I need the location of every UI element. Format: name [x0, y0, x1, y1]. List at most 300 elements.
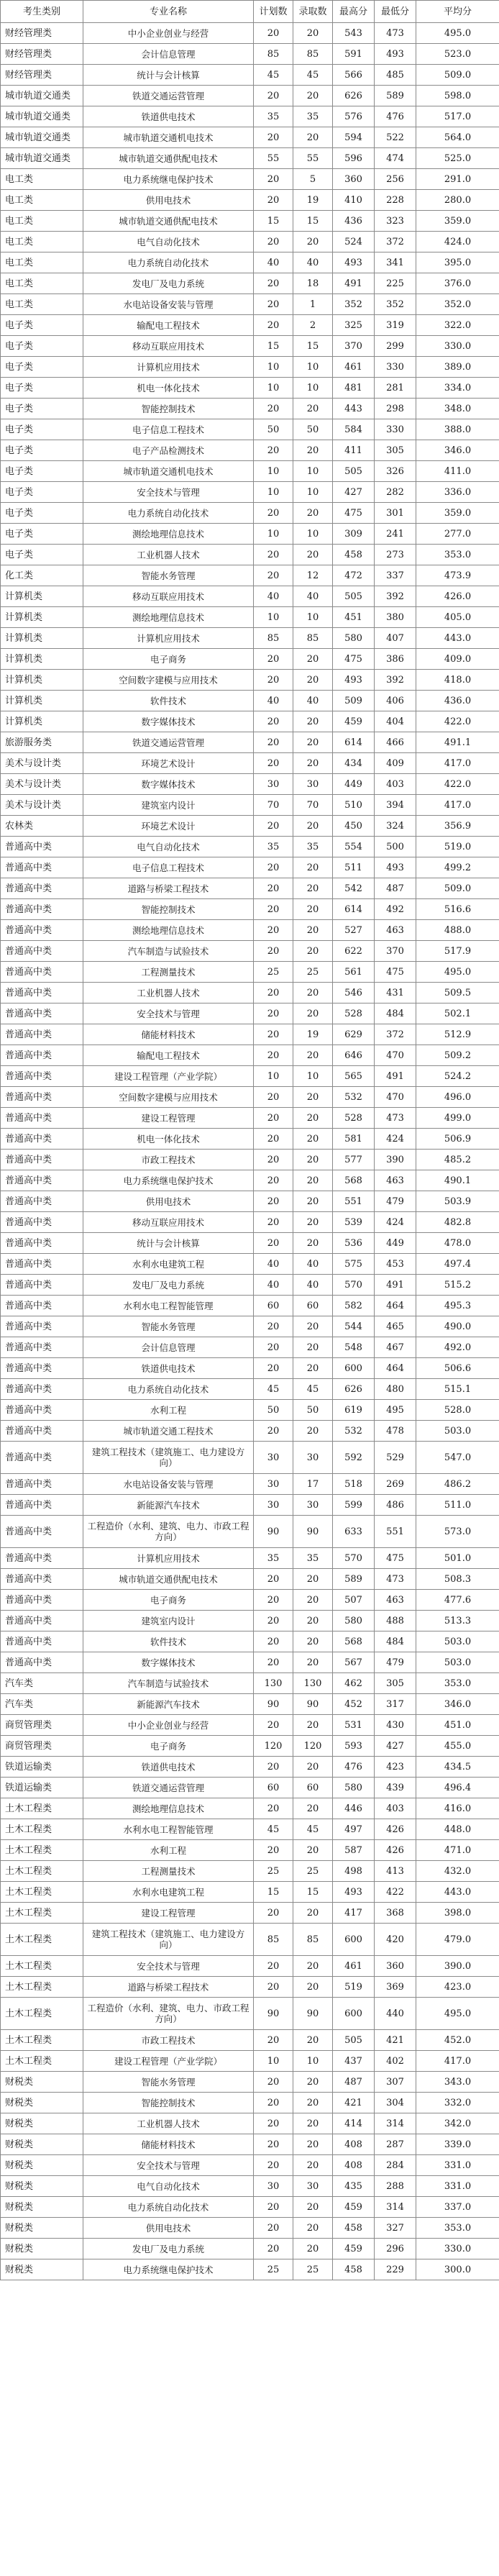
- cell-plan: 25: [254, 2259, 293, 2280]
- table-row: [1, 837, 499, 857]
- cell-major: 电子商务: [83, 649, 254, 670]
- cell-max-score: 309: [333, 524, 375, 545]
- cell-category: 普通高中类: [1, 1087, 83, 1108]
- cell-plan: 45: [254, 1379, 293, 1400]
- cell-category: 城市轨道交通类: [1, 86, 83, 106]
- table-row: [1, 2259, 499, 2280]
- cell-major: 测绘地理信息技术: [83, 607, 254, 628]
- cell-plan: 40: [254, 1254, 293, 1275]
- cell-avg-score: 501.0: [416, 1548, 499, 1569]
- cell-major: 统计与会计核算: [83, 65, 254, 86]
- cell-plan: 20: [254, 190, 293, 211]
- cell-category: 计算机类: [1, 711, 83, 732]
- cell-major: 会计信息管理: [83, 44, 254, 65]
- cell-min-score: 324: [375, 816, 416, 837]
- cell-min-score: 476: [375, 106, 416, 127]
- cell-major: 电子商务: [83, 1736, 254, 1757]
- cell-admitted: 20: [293, 1631, 333, 1652]
- cell-admitted: 10: [293, 482, 333, 503]
- cell-max-score: 600: [333, 1998, 375, 2030]
- cell-max-score: 600: [333, 1924, 375, 1956]
- cell-avg-score: 503.0: [416, 1652, 499, 1673]
- cell-min-score: 484: [375, 1003, 416, 1024]
- cell-admitted: 20: [293, 1045, 333, 1066]
- cell-major: 电力系统自动化技术: [83, 2197, 254, 2218]
- table-row: [1, 419, 499, 440]
- cell-avg-score: 395.0: [416, 252, 499, 273]
- cell-min-score: 453: [375, 1254, 416, 1275]
- cell-min-score: 466: [375, 732, 416, 753]
- table-row: [1, 732, 499, 753]
- cell-max-score: 577: [333, 1150, 375, 1170]
- table-row: [1, 649, 499, 670]
- cell-max-score: 360: [333, 169, 375, 190]
- cell-max-score: 622: [333, 941, 375, 962]
- cell-max-score: 614: [333, 732, 375, 753]
- cell-plan: 20: [254, 440, 293, 461]
- table-row: [1, 878, 499, 899]
- table-row: [1, 753, 499, 774]
- cell-max-score: 587: [333, 1840, 375, 1861]
- cell-admitted: 20: [293, 2072, 333, 2093]
- cell-plan: 15: [254, 211, 293, 232]
- cell-category: 美术与设计类: [1, 774, 83, 795]
- cell-major: 移动互联应用技术: [83, 586, 254, 607]
- cell-category: 普通高中类: [1, 1212, 83, 1233]
- table-row: [1, 1495, 499, 1516]
- cell-avg-score: 434.5: [416, 1757, 499, 1778]
- cell-plan: 35: [254, 106, 293, 127]
- cell-min-score: 491: [375, 1066, 416, 1087]
- cell-admitted: 20: [293, 1129, 333, 1150]
- table-row: [1, 1275, 499, 1296]
- cell-plan: 10: [254, 357, 293, 378]
- cell-min-score: 370: [375, 941, 416, 962]
- cell-avg-score: 443.0: [416, 628, 499, 649]
- cell-major: 电力系统继电保护技术: [83, 1170, 254, 1191]
- cell-min-score: 485: [375, 65, 416, 86]
- cell-avg-score: 331.0: [416, 2176, 499, 2197]
- cell-plan: 20: [254, 232, 293, 252]
- cell-max-score: 435: [333, 2176, 375, 2197]
- cell-avg-score: 359.0: [416, 211, 499, 232]
- table-row: [1, 1977, 499, 1998]
- cell-plan: 40: [254, 1275, 293, 1296]
- cell-major: 储能材料技术: [83, 1024, 254, 1045]
- cell-min-score: 463: [375, 1590, 416, 1611]
- table-row: [1, 1778, 499, 1798]
- cell-admitted: 40: [293, 691, 333, 711]
- cell-avg-score: 477.6: [416, 1590, 499, 1611]
- cell-category: 电子类: [1, 461, 83, 482]
- cell-major: 智能水务管理: [83, 1316, 254, 1337]
- cell-major: 水电站设备安装与管理: [83, 1474, 254, 1495]
- cell-admitted: 25: [293, 1861, 333, 1882]
- cell-admitted: 19: [293, 1024, 333, 1045]
- cell-admitted: 20: [293, 2239, 333, 2259]
- cell-max-score: 493: [333, 1882, 375, 1903]
- cell-min-score: 420: [375, 1924, 416, 1956]
- cell-admitted: 12: [293, 565, 333, 586]
- cell-avg-score: 451.0: [416, 1715, 499, 1736]
- cell-category: 土木工程类: [1, 1798, 83, 1819]
- cell-min-score: 241: [375, 524, 416, 545]
- cell-max-score: 548: [333, 1337, 375, 1358]
- cell-admitted: 10: [293, 378, 333, 399]
- table-row: [1, 378, 499, 399]
- cell-avg-score: 339.0: [416, 2134, 499, 2155]
- cell-plan: 20: [254, 1003, 293, 1024]
- cell-max-score: 519: [333, 1977, 375, 1998]
- cell-admitted: 45: [293, 65, 333, 86]
- cell-admitted: 20: [293, 816, 333, 837]
- cell-max-score: 497: [333, 1819, 375, 1840]
- cell-max-score: 434: [333, 753, 375, 774]
- cell-category: 普通高中类: [1, 1611, 83, 1631]
- cell-category: 财税类: [1, 2113, 83, 2134]
- cell-admitted: 35: [293, 106, 333, 127]
- cell-avg-score: 488.0: [416, 920, 499, 941]
- cell-category: 汽车类: [1, 1673, 83, 1694]
- cell-category: 电子类: [1, 524, 83, 545]
- cell-avg-score: 322.0: [416, 315, 499, 336]
- table-row: [1, 691, 499, 711]
- cell-min-score: 493: [375, 857, 416, 878]
- cell-avg-score: 502.1: [416, 1003, 499, 1024]
- cell-category: 土木工程类: [1, 1956, 83, 1977]
- cell-category: 电子类: [1, 440, 83, 461]
- cell-min-score: 470: [375, 1087, 416, 1108]
- table-body: [1, 23, 499, 2280]
- table-row: [1, 1882, 499, 1903]
- cell-max-score: 536: [333, 1233, 375, 1254]
- cell-category: 电工类: [1, 190, 83, 211]
- cell-major: 新能源汽车技术: [83, 1694, 254, 1715]
- cell-avg-score: 508.3: [416, 1569, 499, 1590]
- cell-category: 普通高中类: [1, 1516, 83, 1548]
- cell-category: 普通高中类: [1, 1003, 83, 1024]
- cell-avg-score: 417.0: [416, 795, 499, 816]
- cell-plan: 90: [254, 1694, 293, 1715]
- cell-major: 移动互联应用技术: [83, 1212, 254, 1233]
- cell-category: 电工类: [1, 232, 83, 252]
- cell-category: 普通高中类: [1, 920, 83, 941]
- cell-max-score: 570: [333, 1548, 375, 1569]
- cell-avg-score: 417.0: [416, 2051, 499, 2072]
- cell-plan: 20: [254, 1631, 293, 1652]
- cell-plan: 60: [254, 1778, 293, 1798]
- table-row: [1, 1254, 499, 1275]
- cell-plan: 20: [254, 1798, 293, 1819]
- cell-min-score: 330: [375, 357, 416, 378]
- cell-major: 发电厂及电力系统: [83, 273, 254, 294]
- cell-major: 电气自动化技术: [83, 232, 254, 252]
- cell-avg-score: 473.9: [416, 565, 499, 586]
- cell-admitted: 30: [293, 774, 333, 795]
- table-row: [1, 1903, 499, 1924]
- cell-min-score: 269: [375, 1474, 416, 1495]
- cell-avg-score: 376.0: [416, 273, 499, 294]
- cell-avg-score: 405.0: [416, 607, 499, 628]
- cell-category: 旅游服务类: [1, 732, 83, 753]
- cell-max-score: 458: [333, 545, 375, 565]
- cell-category: 普通高中类: [1, 1108, 83, 1129]
- cell-category: 电子类: [1, 378, 83, 399]
- cell-major: 安全技术与管理: [83, 1956, 254, 1977]
- cell-avg-score: 346.0: [416, 440, 499, 461]
- cell-avg-score: 426.0: [416, 586, 499, 607]
- cell-min-score: 493: [375, 44, 416, 65]
- cell-plan: 10: [254, 2051, 293, 2072]
- cell-plan: 20: [254, 2134, 293, 2155]
- cell-avg-score: 497.4: [416, 1254, 499, 1275]
- cell-max-score: 531: [333, 1715, 375, 1736]
- cell-avg-score: 416.0: [416, 1798, 499, 1819]
- cell-category: 财税类: [1, 2093, 83, 2113]
- cell-max-score: 629: [333, 1024, 375, 1045]
- cell-max-score: 584: [333, 419, 375, 440]
- cell-max-score: 505: [333, 586, 375, 607]
- cell-plan: 90: [254, 1998, 293, 2030]
- cell-min-score: 402: [375, 2051, 416, 2072]
- cell-avg-score: 448.0: [416, 1819, 499, 1840]
- cell-min-score: 484: [375, 1631, 416, 1652]
- cell-admitted: 20: [293, 1590, 333, 1611]
- cell-max-score: 509: [333, 691, 375, 711]
- cell-admitted: 2: [293, 315, 333, 336]
- cell-category: 普通高中类: [1, 1296, 83, 1316]
- cell-min-score: 282: [375, 482, 416, 503]
- cell-min-score: 463: [375, 920, 416, 941]
- table-row: [1, 315, 499, 336]
- cell-plan: 35: [254, 1548, 293, 1569]
- cell-admitted: 20: [293, 399, 333, 419]
- cell-min-score: 413: [375, 1861, 416, 1882]
- cell-major: 数字媒体技术: [83, 774, 254, 795]
- cell-category: 电子类: [1, 482, 83, 503]
- cell-avg-score: 353.0: [416, 1673, 499, 1694]
- cell-min-score: 449: [375, 1233, 416, 1254]
- cell-min-score: 392: [375, 586, 416, 607]
- table-row: [1, 1129, 499, 1150]
- cell-major: 发电厂及电力系统: [83, 2239, 254, 2259]
- cell-avg-score: 598.0: [416, 86, 499, 106]
- cell-admitted: 20: [293, 1840, 333, 1861]
- cell-category: 普通高中类: [1, 1045, 83, 1066]
- cell-category: 财经管理类: [1, 23, 83, 44]
- cell-major: 储能材料技术: [83, 2134, 254, 2155]
- cell-avg-score: 515.2: [416, 1275, 499, 1296]
- cell-avg-score: 389.0: [416, 357, 499, 378]
- table-row: [1, 1840, 499, 1861]
- cell-min-score: 228: [375, 190, 416, 211]
- table-row: [1, 1819, 499, 1840]
- cell-category: 普通高中类: [1, 1400, 83, 1421]
- cell-category: 电工类: [1, 211, 83, 232]
- cell-avg-score: 511.0: [416, 1495, 499, 1516]
- cell-category: 城市轨道交通类: [1, 148, 83, 169]
- cell-avg-score: 346.0: [416, 1694, 499, 1715]
- cell-major: 新能源汽车技术: [83, 1495, 254, 1516]
- cell-major: 安全技术与管理: [83, 2155, 254, 2176]
- cell-major: 供用电技术: [83, 2218, 254, 2239]
- table-row: [1, 1516, 499, 1548]
- cell-max-score: 458: [333, 2259, 375, 2280]
- table-row: [1, 357, 499, 378]
- cell-max-score: 568: [333, 1170, 375, 1191]
- cell-major: 汽车制造与试验技术: [83, 941, 254, 962]
- cell-max-score: 476: [333, 1757, 375, 1778]
- cell-category: 商贸管理类: [1, 1736, 83, 1757]
- cell-plan: 10: [254, 607, 293, 628]
- cell-category: 普通高中类: [1, 1548, 83, 1569]
- cell-max-score: 510: [333, 795, 375, 816]
- cell-min-score: 440: [375, 1998, 416, 2030]
- header-min-score: 最低分: [375, 1, 416, 23]
- cell-avg-score: 337.0: [416, 2197, 499, 2218]
- cell-plan: 20: [254, 1611, 293, 1631]
- cell-admitted: 20: [293, 127, 333, 148]
- cell-plan: 20: [254, 1337, 293, 1358]
- cell-major: 建筑工程技术（建筑施工、电力建设方向）: [83, 1442, 254, 1474]
- cell-major: 统计与会计核算: [83, 1233, 254, 1254]
- cell-major: 市政工程技术: [83, 2030, 254, 2051]
- cell-avg-score: 478.0: [416, 1233, 499, 1254]
- cell-avg-score: 388.0: [416, 419, 499, 440]
- cell-plan: 10: [254, 524, 293, 545]
- cell-major: 会计信息管理: [83, 1337, 254, 1358]
- cell-min-score: 319: [375, 315, 416, 336]
- cell-max-score: 451: [333, 607, 375, 628]
- cell-max-score: 580: [333, 628, 375, 649]
- cell-min-score: 229: [375, 2259, 416, 2280]
- cell-category: 土木工程类: [1, 1861, 83, 1882]
- table-row: [1, 628, 499, 649]
- cell-major: 电力系统自动化技术: [83, 1379, 254, 1400]
- cell-avg-score: 398.0: [416, 1903, 499, 1924]
- cell-category: 普通高中类: [1, 983, 83, 1003]
- cell-major: 软件技术: [83, 691, 254, 711]
- cell-admitted: 20: [293, 1977, 333, 1998]
- cell-min-score: 426: [375, 1819, 416, 1840]
- cell-avg-score: 432.0: [416, 1861, 499, 1882]
- cell-plan: 15: [254, 336, 293, 357]
- cell-category: 电子类: [1, 315, 83, 336]
- cell-major: 智能水务管理: [83, 2072, 254, 2093]
- cell-major: 空间数字建模与应用技术: [83, 1087, 254, 1108]
- cell-major: 建筑室内设计: [83, 1611, 254, 1631]
- cell-max-score: 493: [333, 252, 375, 273]
- table-row: [1, 524, 499, 545]
- cell-major: 水电站设备安装与管理: [83, 294, 254, 315]
- cell-plan: 85: [254, 628, 293, 649]
- cell-max-score: 352: [333, 294, 375, 315]
- cell-avg-score: 495.3: [416, 1296, 499, 1316]
- cell-avg-score: 331.0: [416, 2155, 499, 2176]
- cell-admitted: 20: [293, 1569, 333, 1590]
- cell-plan: 20: [254, 1233, 293, 1254]
- cell-admitted: 10: [293, 357, 333, 378]
- cell-avg-score: 330.0: [416, 336, 499, 357]
- cell-admitted: 40: [293, 586, 333, 607]
- cell-admitted: 20: [293, 649, 333, 670]
- cell-max-score: 511: [333, 857, 375, 878]
- table-row: [1, 1233, 499, 1254]
- cell-min-score: 407: [375, 628, 416, 649]
- cell-avg-score: 509.0: [416, 878, 499, 899]
- cell-major: 水利水电建筑工程: [83, 1882, 254, 1903]
- table-row: [1, 565, 499, 586]
- cell-plan: 10: [254, 461, 293, 482]
- cell-max-score: 443: [333, 399, 375, 419]
- table-row: [1, 252, 499, 273]
- cell-plan: 20: [254, 294, 293, 315]
- cell-min-score: 492: [375, 899, 416, 920]
- cell-category: 电工类: [1, 169, 83, 190]
- cell-max-score: 619: [333, 1400, 375, 1421]
- cell-admitted: 20: [293, 670, 333, 691]
- cell-category: 电子类: [1, 357, 83, 378]
- cell-category: 财税类: [1, 2176, 83, 2197]
- cell-plan: 20: [254, 399, 293, 419]
- cell-admitted: 15: [293, 336, 333, 357]
- cell-category: 普通高中类: [1, 1631, 83, 1652]
- cell-category: 普通高中类: [1, 1495, 83, 1516]
- cell-plan: 20: [254, 670, 293, 691]
- cell-min-score: 301: [375, 503, 416, 524]
- cell-avg-score: 517.9: [416, 941, 499, 962]
- cell-plan: 20: [254, 941, 293, 962]
- cell-plan: 35: [254, 837, 293, 857]
- cell-plan: 120: [254, 1736, 293, 1757]
- cell-major: 水利水电建筑工程: [83, 1254, 254, 1275]
- cell-major: 智能控制技术: [83, 399, 254, 419]
- cell-admitted: 30: [293, 2176, 333, 2197]
- cell-max-score: 593: [333, 1736, 375, 1757]
- table-row: [1, 983, 499, 1003]
- cell-avg-score: 517.0: [416, 106, 499, 127]
- cell-admitted: 20: [293, 1108, 333, 1129]
- cell-admitted: 130: [293, 1673, 333, 1694]
- table-row: [1, 1191, 499, 1212]
- cell-plan: 20: [254, 857, 293, 878]
- cell-major: 铁道交通运营管理: [83, 732, 254, 753]
- cell-min-score: 495: [375, 1400, 416, 1421]
- cell-plan: 20: [254, 1024, 293, 1045]
- cell-min-score: 287: [375, 2134, 416, 2155]
- cell-plan: 10: [254, 1066, 293, 1087]
- cell-category: 普通高中类: [1, 1150, 83, 1170]
- cell-min-score: 470: [375, 1045, 416, 1066]
- cell-category: 财税类: [1, 2239, 83, 2259]
- cell-admitted: 20: [293, 983, 333, 1003]
- cell-category: 普通高中类: [1, 1652, 83, 1673]
- cell-major: 城市轨道交通供配电技术: [83, 211, 254, 232]
- cell-category: 普通高中类: [1, 1129, 83, 1150]
- cell-min-score: 424: [375, 1212, 416, 1233]
- cell-max-score: 546: [333, 983, 375, 1003]
- cell-max-score: 459: [333, 2197, 375, 2218]
- cell-major: 市政工程技术: [83, 1150, 254, 1170]
- cell-category: 汽车类: [1, 1694, 83, 1715]
- cell-min-score: 487: [375, 878, 416, 899]
- cell-max-score: 417: [333, 1903, 375, 1924]
- cell-major: 电气自动化技术: [83, 2176, 254, 2197]
- cell-admitted: 20: [293, 2113, 333, 2134]
- cell-major: 电力系统继电保护技术: [83, 169, 254, 190]
- header-row: [1, 1, 499, 23]
- cell-max-score: 591: [333, 44, 375, 65]
